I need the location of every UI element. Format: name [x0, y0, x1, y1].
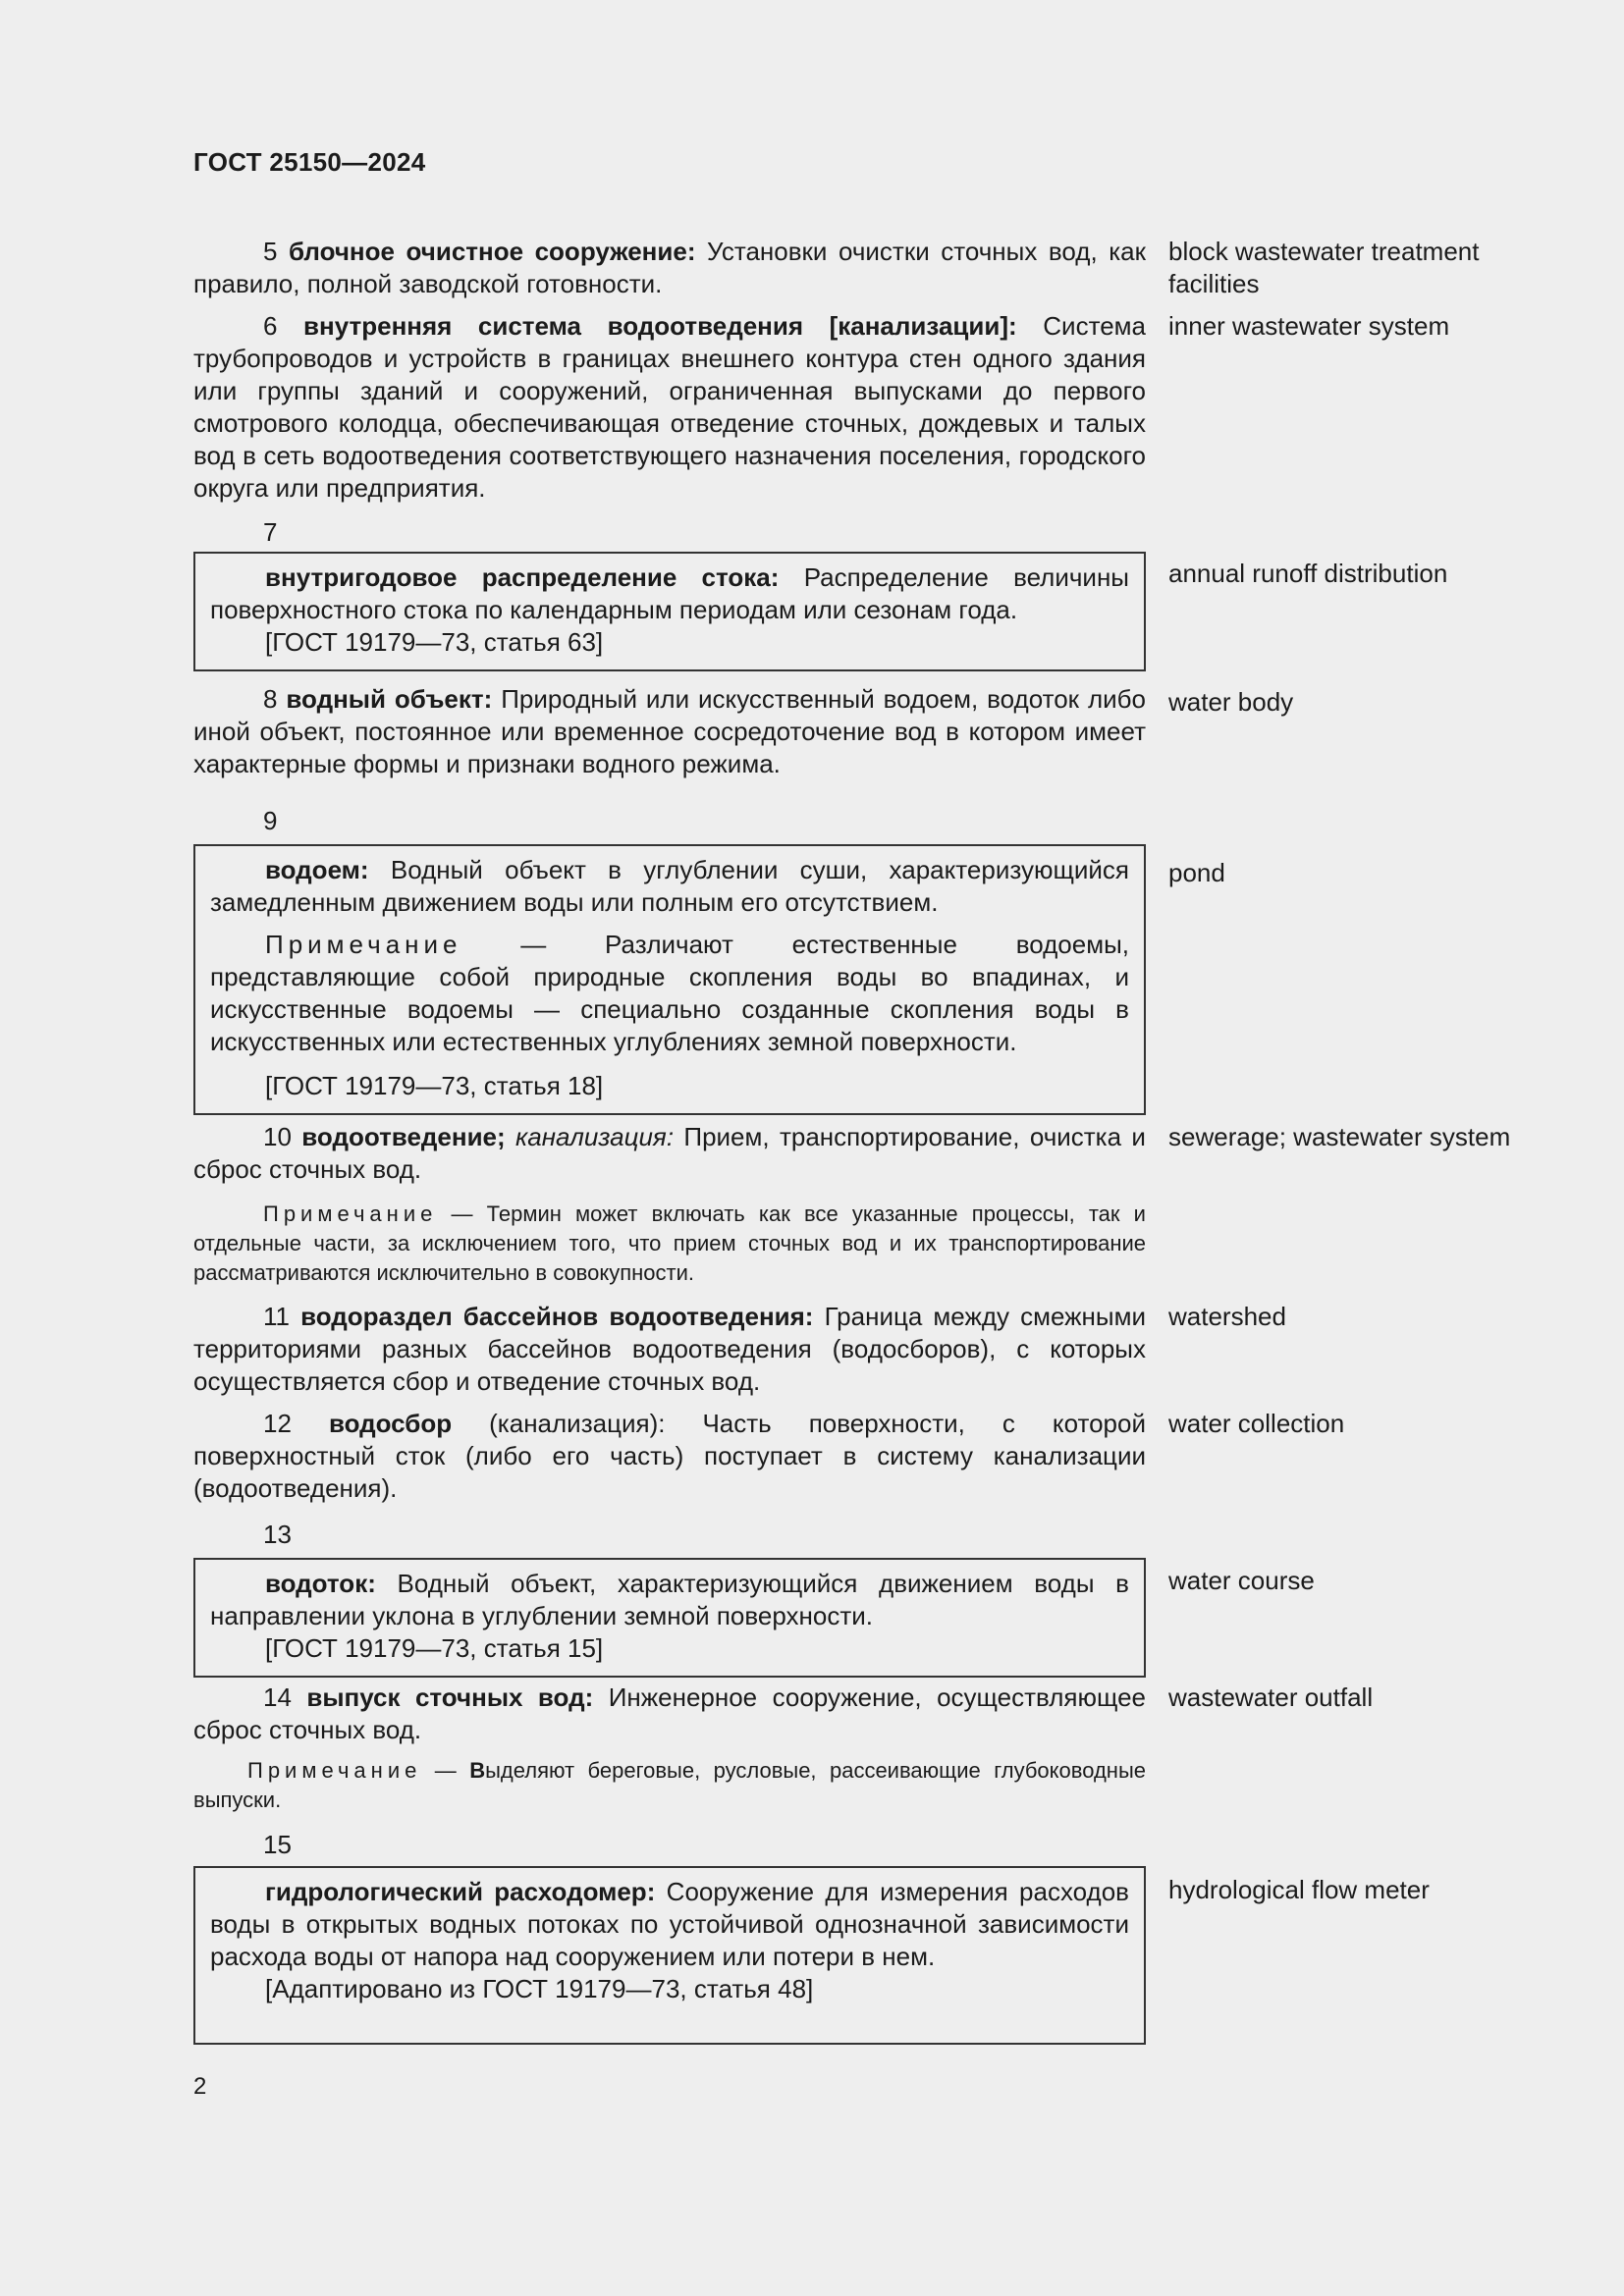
note-text: — Различают естественные водоемы, представляющие собой природные скопления воды во впадинах, и искусственные водоемы — специально созданные скопления воды в искусственных или естественных углублениях земной поверхности.	[210, 930, 1129, 1056]
entry-7	[210, 561, 1129, 626]
entry-7-box	[193, 552, 1146, 671]
entry-6	[193, 310, 1146, 505]
english-term-7: annual runoff distribution	[1168, 559, 1448, 588]
entry-term: гидрологический расходомер:	[265, 1877, 656, 1906]
english-term-6: inner wastewater system	[1168, 311, 1450, 341]
entry-number: 11	[263, 1302, 290, 1331]
entry-definition: Водный объект, характеризующийся движением воды в направлении уклона в углублении земной поверхности.	[210, 1569, 1129, 1630]
entry-definition: Сооружение для измерения расходов воды в открытых водных потоках по устойчивой однозначной зависимости расхода воды от напора над сооружением или потери в нем.	[210, 1877, 1129, 1971]
entry-12	[193, 1408, 1146, 1505]
english-term-15: hydrological flow meter	[1168, 1875, 1430, 1904]
note-dash: —	[434, 1758, 457, 1783]
entry-number: 12	[263, 1409, 292, 1438]
entry-14-note	[193, 1756, 1146, 1815]
entry-synonym: канализация:	[515, 1122, 675, 1151]
entry-term: водоток:	[265, 1569, 376, 1598]
entry-term: водоотведение;	[301, 1122, 506, 1151]
note-text: — Термин может включать как все указанные процессы, так и отдельные части, за исключением того, что прием сточных вод и их транспортирование рассматриваются исключительно в совокупности.	[193, 1201, 1146, 1285]
entry-15	[210, 1876, 1129, 1973]
english-term-13: water course	[1168, 1566, 1315, 1595]
entry-term: водоем:	[265, 855, 369, 884]
page-number: 2	[193, 2073, 207, 2100]
entry-number: 10	[263, 1122, 292, 1151]
terms-body	[193, 236, 1175, 2061]
entry-13	[210, 1568, 1129, 1632]
entry-source: [ГОСТ 19179—73, статья 63]	[265, 627, 604, 657]
note-text: ыделяют береговые, русловые, рассеивающие глубоководные выпуски.	[193, 1758, 1146, 1812]
entry-number: 8	[263, 684, 278, 714]
entry-15-box	[193, 1866, 1146, 2045]
entry-8	[193, 683, 1146, 780]
entry-definition: Установки очистки сточных вод, как правило, полной заводской готовности.	[193, 237, 1147, 298]
english-term-10: sewerage; wastewater system	[1168, 1122, 1511, 1151]
entry-term: внутригодовое распределение стока:	[265, 562, 780, 592]
english-term-5: block wastewater treatment facilities	[1168, 237, 1480, 298]
english-term-8: water body	[1168, 687, 1294, 717]
entry-term: выпуск сточных вод:	[306, 1682, 594, 1712]
entry-11	[193, 1301, 1146, 1398]
entry-10	[193, 1121, 1146, 1186]
note-label: Примечание	[265, 930, 462, 959]
note-emphasis: В	[469, 1758, 486, 1783]
entry-term: водосбор	[328, 1409, 453, 1438]
entry-15-number: 15	[263, 1830, 292, 1859]
entry-number: 14	[263, 1682, 292, 1712]
note-label: Примечание	[247, 1758, 422, 1783]
entry-definition: Инженерное сооружение, осуществляющее сброс сточных вод.	[193, 1682, 1146, 1744]
entry-definition: Природный или искусственный водоем, водоток либо иной объект, постоянное или временное сосредоточение вод в котором имеет характерные формы и признаки водного режима.	[193, 684, 1147, 778]
entry-note	[210, 929, 1129, 1058]
entry-number: 5	[263, 237, 278, 266]
entry-definition: Водный объект в углублении суши, характеризующийся замедленным движением воды или полным его отсутствием.	[210, 855, 1129, 917]
entry-9-box	[193, 844, 1146, 1115]
entry-term: водораздел бассейнов водоотведения:	[300, 1302, 814, 1331]
english-term-12: water collection	[1168, 1409, 1345, 1438]
entry-term: блочное очистное сооружение:	[289, 237, 696, 266]
entry-definition: Прием, транспортирование, очистка и сброс сточных вод.	[193, 1122, 1146, 1184]
english-term-14: wastewater outfall	[1168, 1682, 1374, 1712]
entry-source: [ГОСТ 19179—73, статья 18]	[265, 1071, 604, 1100]
entry-definition: Граница между смежными территориями разных бассейнов водоотведения (водосборов), с которых осуществляется сбор и отведение сточных вод.	[193, 1302, 1146, 1396]
note-label: Примечание	[263, 1201, 438, 1226]
entry-9	[210, 854, 1129, 919]
entry-term: внутренняя система водоотведения [канализации]:	[303, 311, 1017, 341]
entry-term: водный объект:	[286, 684, 493, 714]
entry-source: [ГОСТ 19179—73, статья 15]	[265, 1633, 604, 1663]
entry-14	[193, 1682, 1146, 1746]
entry-13-box	[193, 1558, 1146, 1678]
entry-definition: (канализация): Часть поверхности, с которой поверхностный сток (либо его часть) поступает в систему канализации (водоотведения).	[193, 1409, 1146, 1503]
entry-number: 6	[263, 311, 278, 341]
entry-10-note	[193, 1200, 1146, 1288]
entry-7-number: 7	[263, 517, 278, 547]
entry-5	[193, 236, 1146, 300]
entry-definition: Система трубопроводов и устройств в границах внешнего контура стен одного здания или группы зданий и сооружений, ограниченная выпусками до первого смотрового колодца, обеспечивающая отведение сточных, дождевых и талых вод в сеть водоотведения соответствующего назначения поселения, городского округа или предприятия.	[193, 311, 1146, 503]
entry-source: [Адаптировано из ГОСТ 19179—73, статья 48]	[265, 1974, 814, 2003]
entry-9-number: 9	[263, 806, 278, 835]
english-term-9: pond	[1168, 858, 1225, 887]
document-id: ГОСТ 25150—2024	[193, 147, 426, 177]
entry-definition: Распределение величины поверхностного стока по календарным периодам или сезонам года.	[210, 562, 1129, 624]
entry-13-number: 13	[263, 1520, 292, 1549]
english-term-11: watershed	[1168, 1302, 1286, 1331]
